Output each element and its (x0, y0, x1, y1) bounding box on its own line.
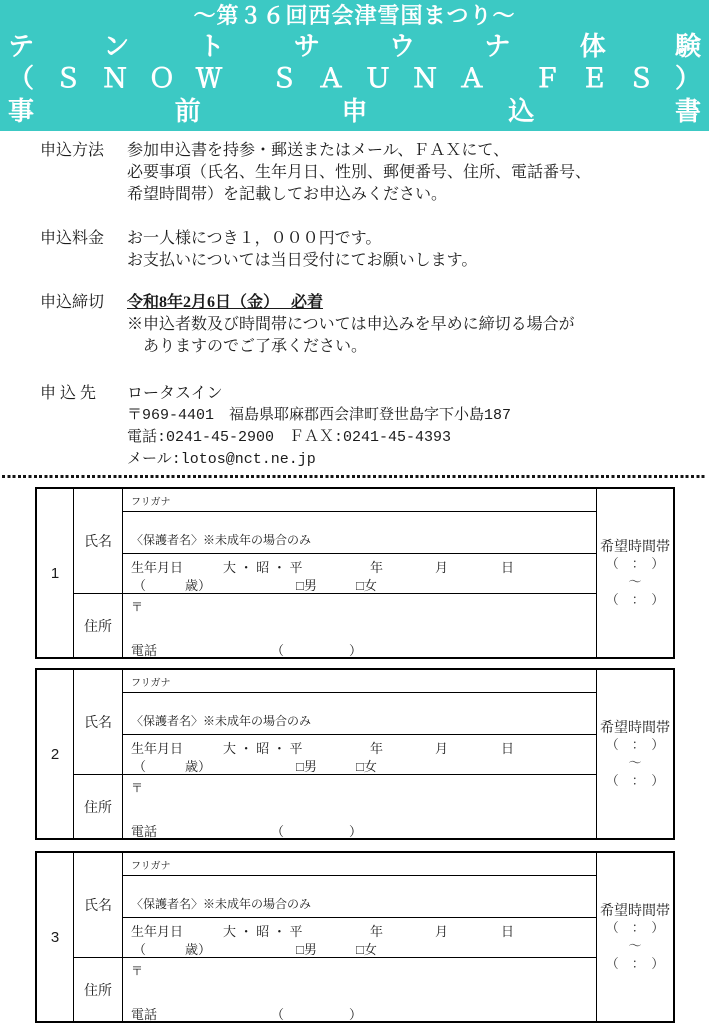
section-line: 参加申込書を持参・郵送またはメール、ＦＡＸにて、 (127, 142, 510, 159)
day-label: 日 (501, 924, 515, 939)
entry-number: 2 (37, 670, 74, 838)
birthdate-field (123, 554, 596, 594)
month-label: 月 (435, 560, 449, 575)
applicant-table-2 (35, 668, 675, 840)
address-field (123, 775, 596, 838)
year-label: 年 (370, 924, 384, 939)
phone-parentheses: （ ） (271, 1007, 363, 1022)
birthdate-label: 生年月日 (131, 924, 184, 939)
female-checkbox: □女 (356, 942, 377, 957)
phone-label: 電話 (131, 824, 158, 839)
female-checkbox: □女 (356, 578, 377, 593)
preferred-time-field (596, 489, 673, 657)
info-sections (0, 131, 709, 471)
section-label: 申込料金 (40, 230, 105, 247)
section-line: 希望時間帯）を記載してお申込みください。 (127, 186, 448, 203)
event-title-japanese: テ ン ト サ ウ ナ 体 験 (8, 30, 701, 61)
postal-mark: 〒 (131, 600, 144, 614)
address-field (123, 958, 596, 1021)
entry-number: 1 (37, 489, 74, 657)
era-options: 大 ・ 昭 ・ 平 (223, 741, 303, 756)
time-slot-start: （ ： ） (605, 920, 665, 935)
section-label: 申 込 先 (40, 385, 97, 402)
age-label: （ 歳） (133, 942, 212, 957)
phone-label: 電話 (131, 1007, 158, 1022)
day-label: 日 (501, 741, 515, 756)
furigana-field: フリガナ (123, 670, 596, 693)
name-field: 〈保護者名〉※未成年の場合のみ (123, 512, 596, 554)
deadline-note: ありますのでご了承ください。 (143, 338, 368, 355)
section-label: 申込方法 (40, 142, 105, 159)
applicant-table-1 (35, 487, 675, 659)
age-label: （ 歳） (133, 759, 212, 774)
time-slot-start: （ ： ） (605, 737, 665, 752)
festival-title: ～第３６回西会津雪国まつり～ (193, 3, 516, 28)
time-tilde: ～ (628, 574, 642, 589)
era-options: 大 ・ 昭 ・ 平 (223, 924, 303, 939)
female-checkbox: □女 (356, 759, 377, 774)
phone-parentheses: （ ） (271, 643, 363, 658)
time-header: 希望時間帯 (600, 538, 670, 554)
address-row-label: 住所 (74, 594, 123, 657)
year-label: 年 (370, 560, 384, 575)
male-checkbox: □男 (296, 759, 317, 774)
application-tables (0, 478, 709, 1023)
section-contact (40, 383, 691, 471)
address-field (123, 594, 596, 657)
time-slot-end: （ ： ） (605, 773, 665, 788)
contact-name: ロータスイン (127, 385, 223, 402)
preferred-time-field (596, 670, 673, 838)
male-checkbox: □男 (296, 578, 317, 593)
furigana-field: フリガナ (123, 853, 596, 876)
postal-mark: 〒 (131, 781, 144, 795)
birthdate-label: 生年月日 (131, 560, 184, 575)
male-checkbox: □男 (296, 942, 317, 957)
name-row-label: 氏名 (74, 853, 123, 958)
address-row-label: 住所 (74, 775, 123, 838)
birthdate-field (123, 918, 596, 958)
day-label: 日 (501, 560, 515, 575)
preferred-time-field (596, 853, 673, 1021)
section-line: お支払いについては当日受付にてお願いします。 (127, 252, 478, 269)
section-line: お一人様につき１，０００円です。 (127, 230, 382, 247)
name-row-label: 氏名 (74, 489, 123, 594)
month-label: 月 (435, 741, 449, 756)
year-label: 年 (370, 741, 384, 756)
address-row-label: 住所 (74, 958, 123, 1021)
contact-address: 〒969-4401 福島県耶麻郡西会津町登世島字下小島187 (127, 407, 512, 424)
birthdate-field (123, 735, 596, 775)
section-line: 必要事項（氏名、生年月日、性別、郵便番号、住所、電話番号、 (127, 164, 592, 181)
era-options: 大 ・ 昭 ・ 平 (223, 560, 303, 575)
section-application-fee (40, 228, 691, 272)
age-label: （ 歳） (133, 578, 212, 593)
time-slot-end: （ ： ） (605, 956, 665, 971)
section-label: 申込締切 (40, 294, 105, 311)
section-application-method (40, 140, 691, 206)
event-title-english: （ Ｓ Ｎ Ｏ Ｗ Ｓ Ａ Ｕ Ｎ Ａ Ｆ Ｅ Ｓ ） (8, 63, 701, 94)
event-banner (0, 0, 709, 131)
time-tilde: ～ (628, 938, 642, 953)
entry-number: 3 (37, 853, 74, 1021)
furigana-field: フリガナ (123, 489, 596, 512)
form-title: 事 前 申 込 書 (8, 95, 701, 126)
postal-mark: 〒 (131, 964, 144, 978)
time-tilde: ～ (628, 755, 642, 770)
name-row-label: 氏名 (74, 670, 123, 775)
contact-phone-fax: 電話:0241-45-2900 ＦＡＸ:0241-45-4393 (127, 429, 452, 446)
name-field: 〈保護者名〉※未成年の場合のみ (123, 876, 596, 918)
name-field: 〈保護者名〉※未成年の場合のみ (123, 693, 596, 735)
time-slot-start: （ ： ） (605, 556, 665, 571)
deadline-date: 令和8年2月6日（金） 必着 (127, 294, 324, 311)
contact-email: メール:lotos@nct.ne.jp (127, 451, 316, 468)
phone-parentheses: （ ） (271, 824, 363, 839)
phone-label: 電話 (131, 643, 158, 658)
deadline-note: ※申込者数及び時間帯については申込みを早めに締切る場合が (127, 316, 575, 333)
time-header: 希望時間帯 (600, 719, 670, 735)
month-label: 月 (435, 924, 449, 939)
section-application-deadline (40, 292, 691, 358)
birthdate-label: 生年月日 (131, 741, 184, 756)
applicant-table-3 (35, 851, 675, 1023)
time-slot-end: （ ： ） (605, 592, 665, 607)
time-header: 希望時間帯 (600, 902, 670, 918)
